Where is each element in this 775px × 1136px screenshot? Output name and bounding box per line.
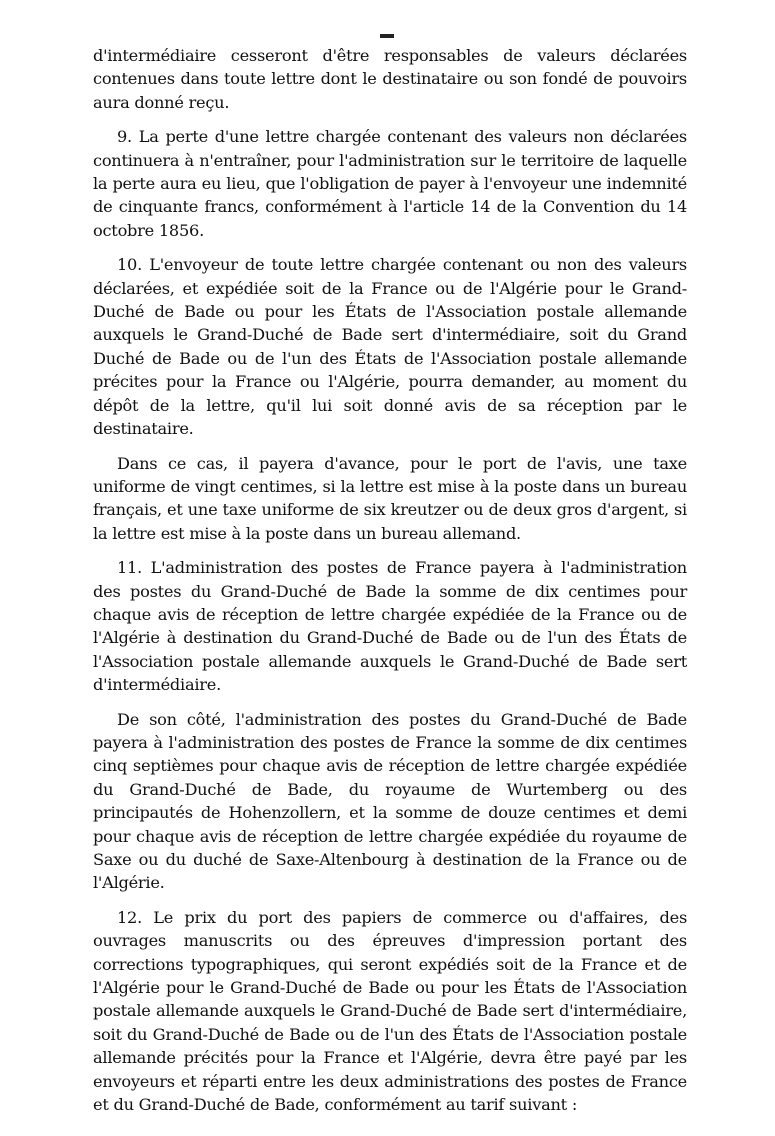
article-11 xyxy=(93,556,687,696)
paragraph-continuation xyxy=(93,44,687,114)
article-text: La perte d'une lettre chargée contenant des valeurs non déclarées continuera à n'entraîner, pour l'administration sur le territoire de laquelle la perte aura eu lieu, que l'obligation de payer à l'envoyeur une indemnité de cinquante francs, conformément à l'article 14 de la Convention du 14 octobre 1856. xyxy=(93,127,687,240)
paragraph-text: Dans ce cas, il payera d'avance, pour le port de l'avis, une taxe uniforme de vingt centimes, si la lettre est mise à la poste dans un bureau français, et une taxe uniforme de six kreutzer ou de deux gros d'argent, si la lettre est mise à la poste dans un bureau allemand. xyxy=(93,453,687,543)
article-9 xyxy=(93,125,687,242)
article-text: L'administration des postes de France payera à l'administration des postes du Grand-Duché de Bade la somme de dix centimes pour chaque avis de réception de lettre chargée expédiée de la France ou de l'Algérie à destination du Grand-Duché de Bade ou de l'un des États de l'Association postale allemande auxquels le Grand-Duché de Bade sert d'intermédiaire. xyxy=(93,558,687,695)
article-text: L'envoyeur de toute lettre chargée contenant ou non des valeurs déclarées, et expédiée soit de la France ou de l'Algérie pour le Grand-Duché de Bade ou pour les États de l'Association postale allemande auxquels le Grand-Duché de Bade sert d'intermédiaire, soit du Grand Duché de Bade ou de l'un des États de l'Association postale allemande précites pour la France ou l'Algérie, pourra demander, au moment du dépôt de la lettre, qu'il lui soit donné avis de sa réception par le destinataire. xyxy=(93,255,687,439)
paragraph-text: d'intermédiaire cesseront d'être responsables de valeurs déclarées contenues dans toute lettre dont le destinataire ou son fondé de pouvoirs aura donné reçu. xyxy=(93,46,687,112)
article-number: 9. xyxy=(117,127,132,147)
article-number: 10. xyxy=(117,255,142,275)
paragraph-text: De son côté, l'administration des postes du Grand-Duché de Bade payera à l'administration des postes de France la somme de dix centimes cinq septièmes pour chaque avis de réception de lettre chargée expédiée du Grand-Duché de Bade, du royaume de Wurtemberg ou des principautés de Hohenzollern, et la somme de douze centimes et demi pour chaque avis de réception de lettre chargée expédiée du royaume de Saxe ou du duché de Saxe-Altenbourg à destination de la France ou de l'Algérie. xyxy=(93,709,687,893)
document-page xyxy=(93,44,687,1116)
article-number: 11. xyxy=(117,558,142,578)
article-text: Le prix du port des papiers de commerce ou d'affaires, des ouvrages manuscrits ou des épreuves d'impression portant des corrections typographiques, qui seront expédiés soit de la France et de l'Algérie pour le Grand-Duché de Bade ou pour les États de l'Association postale allemande auxquels le Grand-Duché de Bade sert d'intermédiaire, soit du Grand-Duché de Bade ou de l'un des États de l'Association postale allemande précités pour la France et l'Algérie, devra être payé par les envoyeurs et réparti entre les deux administrations des postes de France et du Grand-Duché de Bade, conformément au tarif suivant : xyxy=(93,907,687,1115)
article-10 xyxy=(93,253,687,440)
article-10-continuation xyxy=(93,452,687,546)
article-11-continuation xyxy=(93,708,687,895)
article-number: 12. xyxy=(117,907,142,927)
article-12 xyxy=(93,906,687,1117)
page-top-mark xyxy=(380,34,394,38)
